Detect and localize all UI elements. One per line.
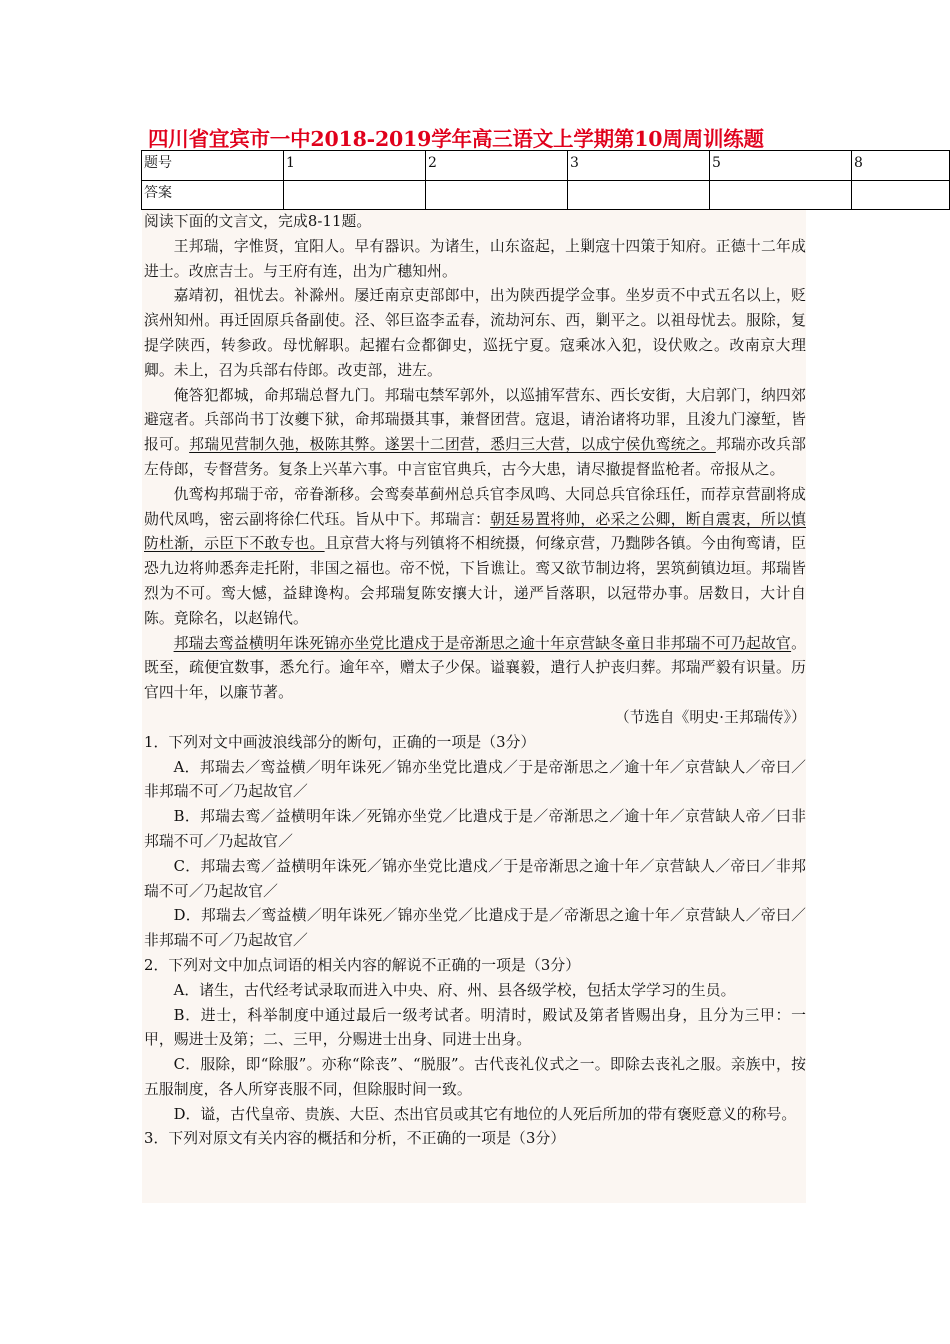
question-option: B．邦瑞去鸾／益横明年诛／死锦亦坐党／比遣戍于是／帝渐思之／逾十年／京营缺人帝／曰非邦瑞不可／乃起故官／ [144,808,806,850]
question-stem: 2．下列对文中加点词语的相关内容的解说不正确的一项是（3分） [144,956,581,974]
wavy-underlined-sentence: 邦瑞去鸾益横明年诛死锦亦坐党比遣戍于是帝渐思之逾十年京营缺冬童日非邦瑞不可乃起故官 [173,634,792,652]
passage-paragraph: 嘉靖初，祖忧去。补滁州。屡迁南京吏部郎中，出为陕西提学佥事。坐岁贡不中式五名以上，贬滨州知州。再迁固原兵备副使。泾、邻巨盗李孟春，流劫河东、西，剿平之。以祖母忧去。服除，复提学陕西，转参政。母忧解职。起擢右佥都御史，巡抚宁夏。寇乘冰入犯，设伏败之。改南京大理卿。未上，召为兵部右侍郎。改吏部，进左。 [144,287,806,379]
passage-text: 仇鸾构邦瑞于帝，帝眷渐移。会鸾奏革蓟州总兵官李凤鸣、大同总兵官徐珏任，而荐京营副将成勋代凤鸣，密云副将徐仁代珏。旨从中下。邦瑞言： [144,485,806,528]
answer-table-header-row [142,151,950,181]
answer-table [141,150,950,210]
answer-cell[interactable] [426,180,568,210]
answer-label: 答案 [142,180,284,210]
passage-paragraph [144,384,806,483]
passage-text: 。既至，疏便宜数事，悉允行。逾年卒，赠太子少保。谥襄毅，遣行人护丧归葬。邦瑞严毅有识量。历官四十年，以廉节著。 [144,634,806,702]
passage-text: 邦瑞亦改兵部左侍郎，专督营务。复条上兴革六事。中言宦官典兵，古今大患，请尽撤提督监枪者。帝报从之。 [144,436,806,478]
question-option: D．邦瑞去／鸾益横／明年诛死／锦亦坐党／比遣戍于是／帝渐思之逾十年／京营缺人／帝曰／非邦瑞不可／乃起故官／ [144,907,806,950]
question-option: C．邦瑞去鸾／益横明年诛死／锦亦坐党比遣戍／于是帝渐思之逾十年／京营缺人／帝曰／非邦瑞不可／乃起故官／ [144,857,806,900]
passage-paragraph [144,632,806,706]
passage-paragraph [144,483,806,632]
page-title: 四川省宜宾市一中2018-2019学年高三语文上学期第10周周训练题 [148,127,764,151]
question-option: B．进士，科举制度中通过最后一级考试者。明清时，殿试及第者皆赐出身，且分为三甲：一甲，赐进士及第；二、三甲，分赐进士出身、同进士出身。 [144,1006,806,1049]
question-option: A．诸生，古代经考试录取而进入中央、府、州、县各级学校，包括太学学习的生员。 [173,981,736,999]
question-number-cell: 1 [284,151,426,181]
intro-text: 阅读下面的文言文，完成8-11题。 [144,213,372,230]
question-number-cell: 8 [852,151,950,181]
answer-cell[interactable] [852,180,950,210]
underlined-sentence: 邦瑞见营制久弛，极陈其弊。遂罢十二团营，悉归三大营，以成宁侯仇鸾统之。 [189,436,716,454]
question-number-cell: 3 [568,151,710,181]
answer-table-answer-row [142,180,950,210]
passage-paragraph: 王邦瑞，字惟贤，宜阳人。早有器识。为诸生，山东盗起，上剿寇十四策于知府。正德十二年成进士。改庶吉士。与王府有连，出为广穗知州。 [144,237,806,280]
answer-cell[interactable] [568,180,710,210]
question-stem: 1．下列对文中画波浪线部分的断句，正确的一项是（3分） [144,733,536,751]
question-stem: 3．下列对原文有关内容的概括和分析，不正确的一项是（3分） [144,1130,566,1148]
passage-text: 俺答犯都城，命邦瑞总督九门。邦瑞屯禁军郭外，以巡捕军营东、西长安街，大启郭门，纳四郊避寇者。兵部尚书丁汝夔下狱，命邦瑞摄其事，兼督团营。寇退，请治诸将功罪，且浚九门濠堑，皆报可。 [144,386,806,454]
answer-cell[interactable] [710,180,852,210]
question-option: A．邦瑞去／鸾益横／明年诛死／锦亦坐党比遣戍／于是帝渐思之／逾十年／京营缺人／帝曰／非邦瑞不可／乃起故官／ [144,758,806,801]
passage-text: 且京营大将与列镇将不相统摄，何缘京营，乃黜陟各镇。今由徇鸾请，臣恐九边将帅悉奔走托附，非国之福也。帝不悦，下旨谯让。鸾又欲节制边将，罢筑蓟镇边垣。邦瑞皆烈为不可。鸾大憾，益肆谗构。会邦瑞复陈安攘大计，递严旨落职，以冠带办事。居数日，大计自陈。竟除名，以赵锦代。 [144,535,807,627]
question-number-cell: 5 [710,151,852,181]
passage-source: （节选自《明史·王邦瑞传》） [614,708,806,726]
question-number-label: 题号 [142,151,284,181]
reading-section [144,210,806,1152]
answer-cell[interactable] [284,180,426,210]
underlined-sentence: 朝廷易置将帅，必采之公卿，断自震衷，所以慎防杜渐，示臣下不敢专也。 [144,510,806,553]
question-option: C．服除，即“除服”。亦称“除丧”、“脱服”。古代丧礼仪式之一。即除去丧礼之服。亲族中，按五服制度，各人所穿丧服不同，但除服时间一致。 [144,1056,806,1098]
question-option: D．谥，古代皇帝、贵族、大臣、杰出官员或其它有地位的人死后所加的带有褒贬意义的称号。 [173,1105,797,1123]
question-number-cell: 2 [426,151,568,181]
